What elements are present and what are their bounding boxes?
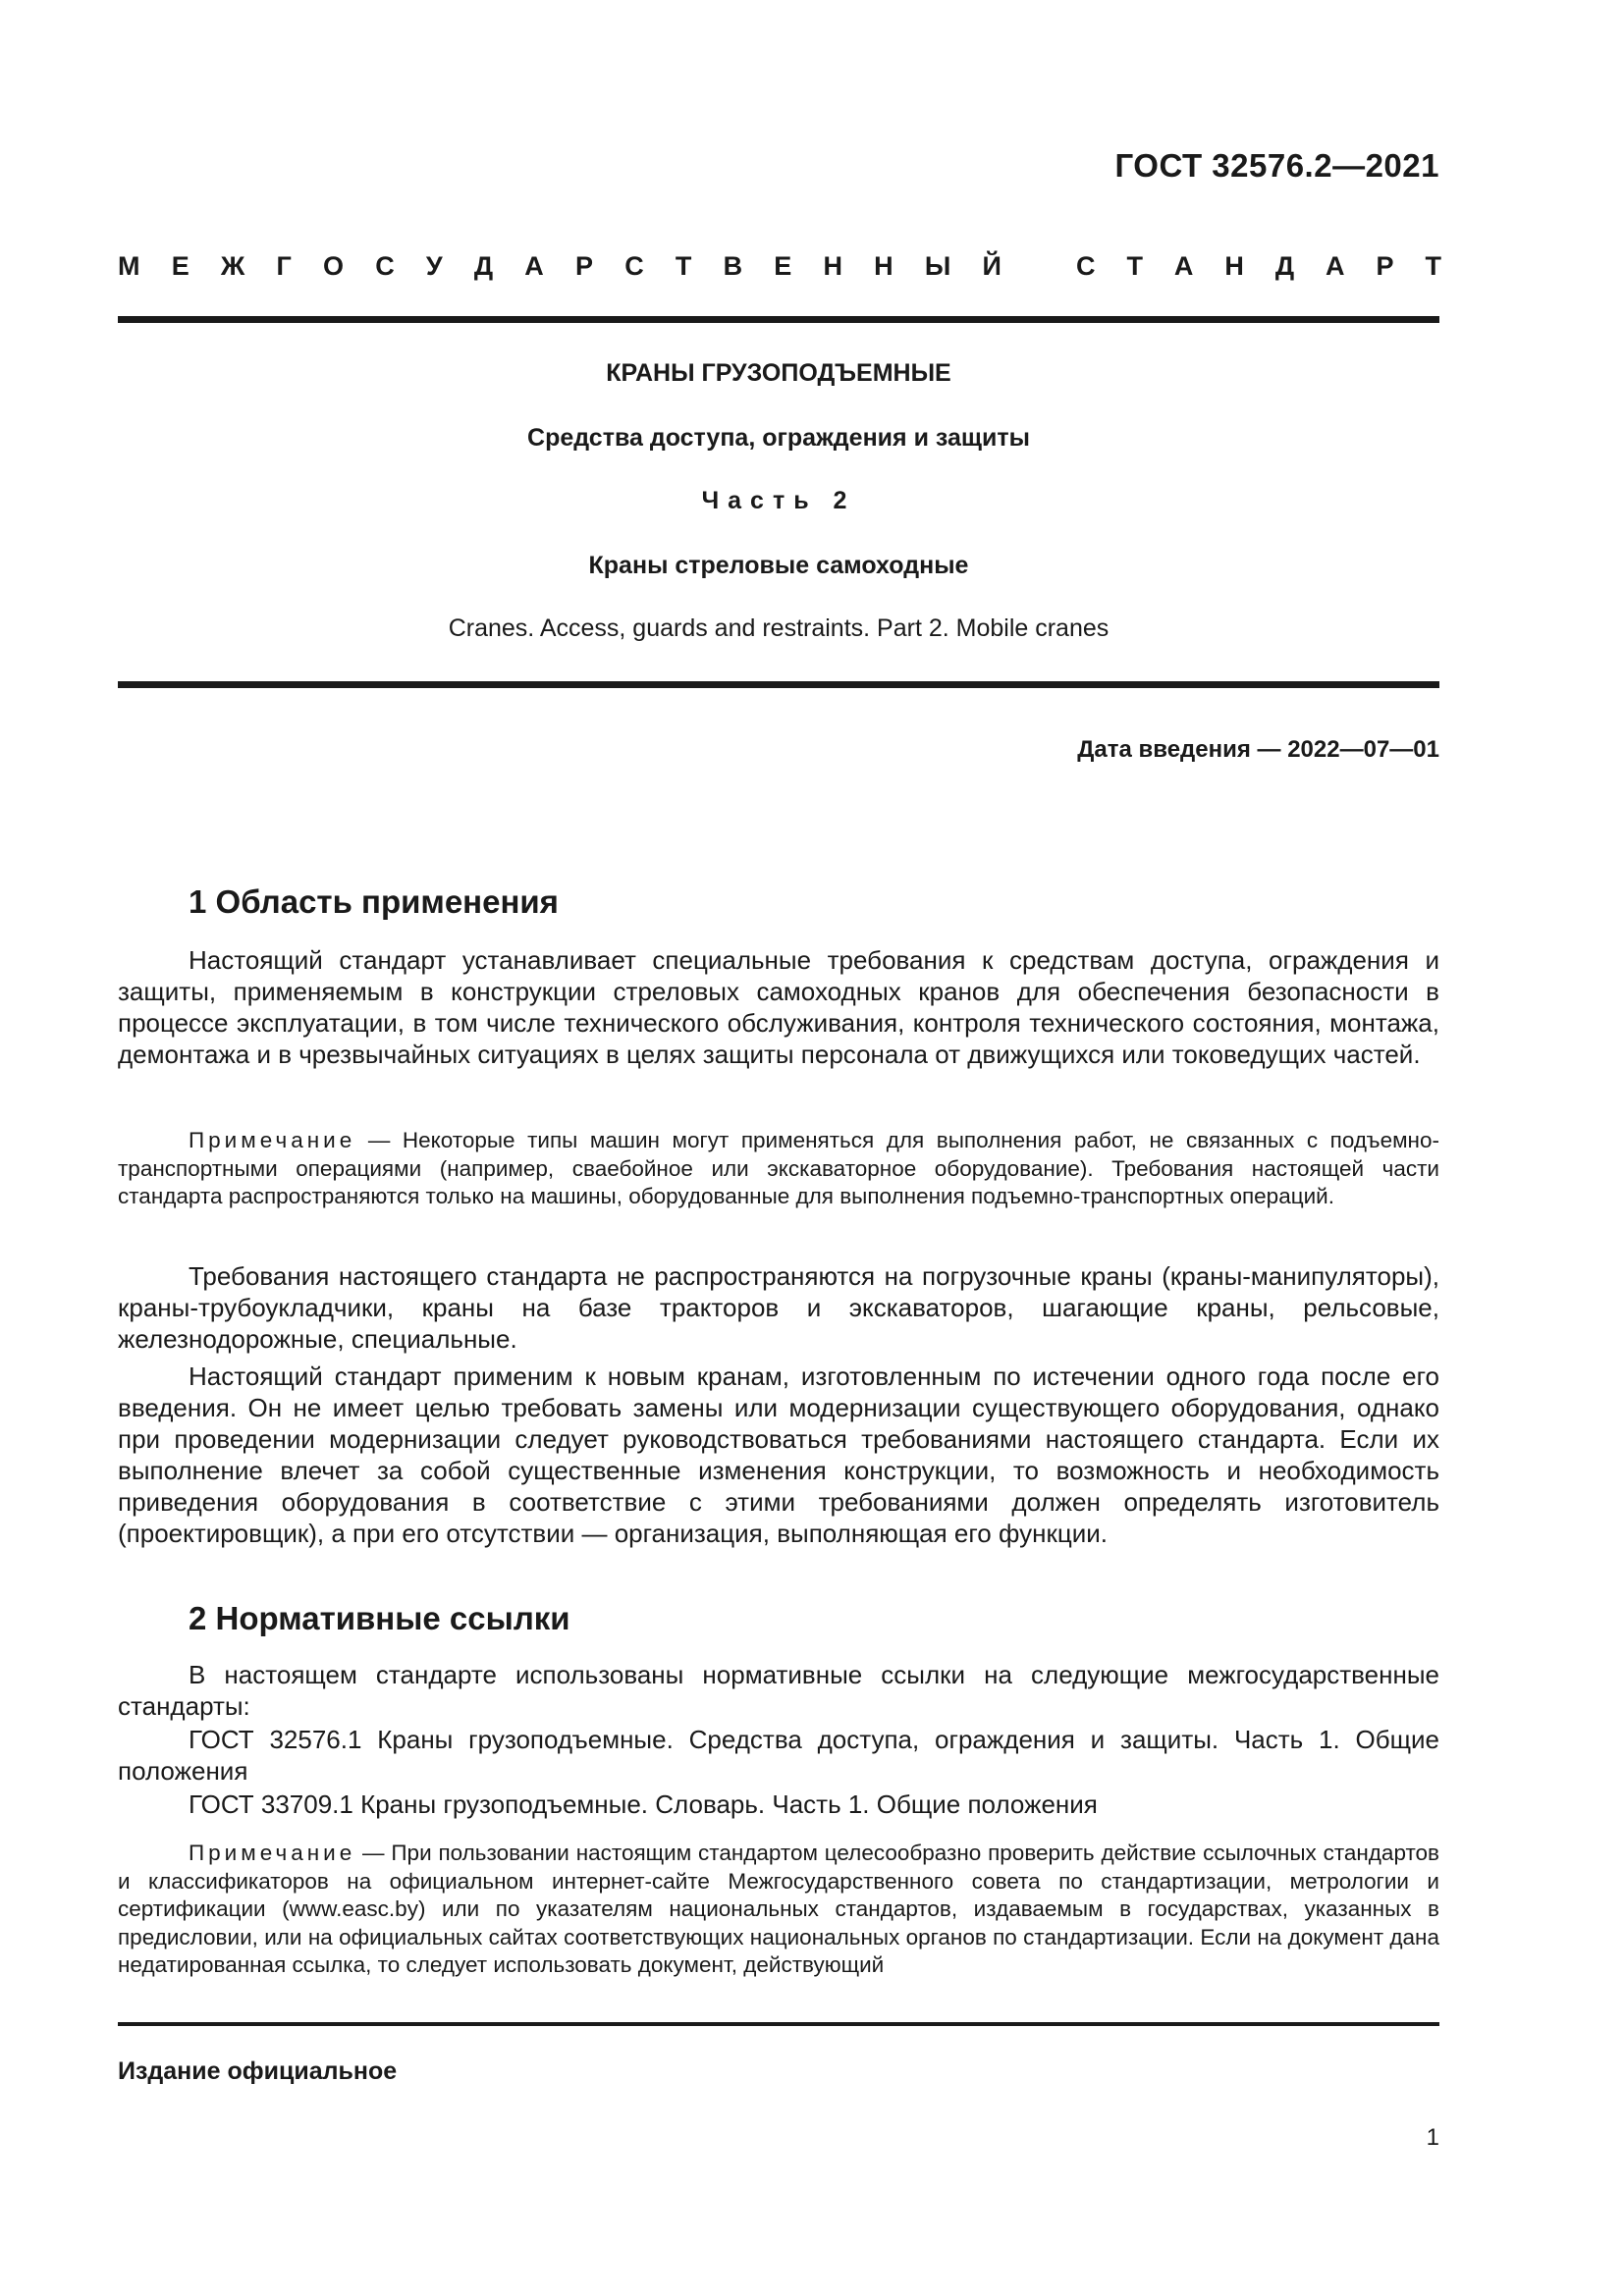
letter: Н — [874, 251, 893, 281]
letter: О — [322, 251, 344, 281]
note-label: Примечание — [189, 1128, 356, 1152]
official-edition-label: Издание официальное — [118, 2057, 398, 2085]
letter: Й — [982, 251, 1001, 281]
reference-gost-32576-1: ГОСТ 32576.1 Краны грузоподъемные. Средства доступа, ограждения и защиты. Часть 1. Общие положения — [118, 1725, 1439, 1786]
letter: Д — [473, 251, 494, 281]
letter: У — [425, 251, 443, 281]
note-text: — При пользовании настоящим стандартом целесообразно проверить действие ссылочных стандартов и классификаторов на официальном интернет-сайте Межгосударственного совета по стандартизации, метрологии и сертификации (www.easc.by) или по указателям национальных стандартов, издаваемым в государствах, указанных в предисловии, или на официальных сайтах соответствующих национальных органов по стандартизации. Если на документ дана недатированная ссылка, то следует использовать документ, действующий — [118, 1841, 1439, 1977]
title-subtitle: Средства доступа, ограждения и защиты — [527, 424, 1030, 452]
reference-gost-33709-1: ГОСТ 33709.1 Краны грузоподъемные. Словарь. Часть 1. Общие положения — [189, 1789, 1098, 1819]
letter: М — [118, 251, 140, 281]
standard-type-heading — [118, 251, 1441, 282]
section-1-paragraph-3: Настоящий стандарт применим к новым кранам, изготовленным по истечении одного года после его введения. Он не имеет целью требовать замены или модернизации существующего оборудования, однако при проведении модернизации следует руководствоваться требованиями настоящего стандарта. Если их выполнение влечет за собой существенные изменения конструкции, то возможность и необходимость приведения оборудования в соответствие с этими требованиями должен определять изготовитель (проектировщик), а при его отсутствии — организация, выполняющая его функции. — [118, 1362, 1439, 1548]
section-1-note — [118, 1127, 1439, 1211]
letter: Г — [276, 251, 292, 281]
letter: А — [1326, 251, 1345, 281]
section-2-note — [118, 1840, 1439, 1980]
top-divider — [118, 316, 1439, 323]
letter: Ж — [220, 251, 245, 281]
note-text: — Некоторые типы машин могут применяться для выполнения работ, не связанных с подъемно-транспортными операциями (например, сваебойное или экскаваторное оборудование). Требования настоящей части стандарта распространяются только на машины, оборудованные для выполнения подъемно-транспортных операций. — [118, 1128, 1439, 1208]
letter: Д — [1274, 251, 1295, 281]
letter: С — [624, 251, 644, 281]
standard-type-word-interstate — [118, 251, 1001, 282]
title-divider — [118, 681, 1439, 688]
title-part: Часть 2 — [701, 487, 856, 514]
letter: Е — [774, 251, 792, 281]
letter: В — [723, 251, 743, 281]
letter: С — [375, 251, 395, 281]
letter: Н — [823, 251, 842, 281]
section-1-paragraph-1: Настоящий стандарт устанавливает специальные требования к средствам доступа, ограждения и защиты, применяемым в конструкции стреловых самоходных кранов для обеспечения безопасности в процессе эксплуатации, в том числе технического обслуживания, контроля технического состояния, монтажа, демонтажа и в чрезвычайных ситуациях в целях защиты персонала от движущихся или токоведущих частей. — [118, 945, 1439, 1069]
letter: Т — [1425, 251, 1441, 281]
title-kind: Краны стреловые самоходные — [588, 552, 969, 579]
section-2-paragraph-1: В настоящем стандарте использованы нормативные ссылки на следующие межгосударственные стандарты: — [118, 1660, 1439, 1721]
title-english: Cranes. Access, guards and restraints. Part 2. Mobile cranes — [448, 614, 1110, 642]
letter: Р — [1376, 251, 1394, 281]
letter: Т — [1126, 251, 1143, 281]
section-1-paragraph-2: Требования настоящего стандарта не распространяются на погрузочные краны (краны-манипуляторы), краны-трубоукладчики, краны на базе тракторов и экскаваторов, шагающие краны, рельсовые, железнодорожные, специальные. — [118, 1261, 1439, 1354]
footer-divider — [118, 2022, 1439, 2026]
letter: Т — [675, 251, 692, 281]
letter: А — [1173, 251, 1194, 281]
letter: Ы — [924, 251, 951, 281]
standard-type-word-standard — [1076, 251, 1441, 282]
letter: Н — [1224, 251, 1244, 281]
letter: Р — [574, 251, 593, 281]
note-label: Примечание — [189, 1841, 356, 1865]
document-number: ГОСТ 32576.2—2021 — [1114, 147, 1439, 184]
letter: С — [1076, 251, 1096, 281]
section-2-heading: 2 Нормативные ссылки — [189, 1600, 570, 1636]
section-1-heading: 1 Область применения — [189, 883, 559, 920]
letter: Е — [171, 251, 189, 281]
introduction-date: Дата введения — 2022—07—01 — [1077, 736, 1439, 763]
title-main: КРАНЫ ГРУЗОПОДЪЕМНЫЕ — [606, 359, 951, 387]
page-number: 1 — [1426, 2124, 1439, 2151]
letter: А — [524, 251, 544, 281]
